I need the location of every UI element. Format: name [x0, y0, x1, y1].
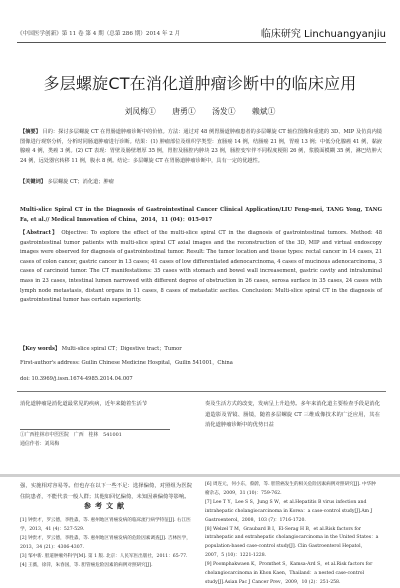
- keywords-text: 多层螺旋 CT；消化道；肿瘤: [47, 179, 114, 185]
- journal-info: 《中国医学创新》第 11 卷 第 4 期（总第 286 期）2014 年 2 月: [17, 31, 181, 37]
- abstract-text: 目的：探讨多层螺旋 CT 在胃肠道肿瘤诊断中的价值。方法：通过对 48 例胃肠道肿瘤患者的多层螺旋 CT 轴位图像和重建的 3D、MIP 及仿真内镜图像进行观察分析，分析时同肠道肿瘤进行诊断。结果：(1) 肿瘤部位及组织学类型：直肠癌 14 例，结肠癌 21 例，胃癌 13 例；中低分化腺癌 41 例，黏液腺癌 4 例，类癌 3 例。(2) CT 表现：胃壁及肠壁增厚 35 例，胃腔及肠腔内肿块 23 例，肠腔变窄伴不同程度梗阻 26 例，浆膜面模糊 35 例，淋巴结肿大 24 例，远处器官转移 11 例，腹水 8 例。结论：多层螺旋 CT 在胃肠道肿瘤诊断中，具有一定的优越性。: [20, 129, 382, 164]
- footnote-corresponding: 通信作者：刘凤梅: [20, 440, 60, 447]
- keywords-text: Multi-slice spiral CT；Digestive tract；Tumor: [61, 346, 182, 352]
- english-abstract: [20, 229, 382, 306]
- doi: doi: 10.3969/j.issn.1674-4985.2014.04.007: [20, 376, 133, 382]
- body-text-continued: 强，实施相对容易等。但也存在以下一些不足：选择偏倚，对照组为医院住院患者，不能代表一般人群；其他如回忆偏倚，未知因素偏倚等影响。: [20, 483, 192, 500]
- reference-item: [1] 钟贵才，罗云德，李胜淼，等. 惠州地区胃癌发病的临床流行病学特征[J]. 右江医学，2013，41 (4)：527-529.: [20, 518, 191, 532]
- author-list: [0, 106, 400, 117]
- reference-list-left: [20, 517, 192, 570]
- reference-item: [8] Welzel T M，Graubard B I，El-Serag H B，et al.Risk factors for intrahepatic and extrahepatic cholangiocarcinoma in the United States：a population-based case-control study[J]. Clin Gastroenterol Hepatol，2007，5 (10)：1221-1228.: [205, 526, 379, 559]
- keywords-label: 【关键词】: [20, 179, 46, 185]
- references-heading: 参考文献: [84, 501, 128, 510]
- reference-item: [3] 邹中新. 胆道肿瘤外科学[M]. 第 1 版. 北京：人民军医出版社，2011：65-77.: [20, 553, 188, 559]
- reference-item: [2] 钟贵才，罗云德，李胜淼，等. 惠州地区胃癌发病的危险因素调查[J]. 吉林医学，2013，34 (21)：4306-4307.: [20, 535, 191, 550]
- reference-item: [6] 周连元，何小东，蔡蔚，等. 胆管癌发生的相关危险因素病例对照研究[J]. 中华肿瘤杂志，2009，31 (10)：759-762.: [205, 482, 376, 496]
- running-header: [17, 28, 386, 43]
- abstract-text: Objective: To explore the effect of the multi-slice spiral CT in the diagnosis of gastrointestinal tumors. Method: 48 gastrointestinal tumor patients with multi-slice spiral CT axial images and the reconstruction of the 3D, MIP and virtual endoscopy images were observed for diagnosis of gastrointestinal tumor. Result: The tumor location and tissue types: rectal cancer in 14 cases, 21 cases of colon cancer, gastric cancer in 13 cases; 41 cases of low differentiated adenocarcinoma, 4 cases of mucinous adenocarcinoma, 3 cases of carcinoid tumor. The CT manifestations: 35 cases with stomach and bowel wall increasement, gastric cavity and intraluminal mass in 23 cases, intestinal lumen narrowed with different degree of obstruction in 26 cases, serosa surface in 35 cases, 24 cases with lymph node metastasis, distant organs in 11 cases, 8 cases of metastatic ascites. Conclusion: Multi-slice spiral CT in the diagnosis of gastrointestinal tumor has certain superiority.: [20, 230, 382, 304]
- footnote: [20, 429, 192, 448]
- body-text-left: 消化道肿瘤是消化道最常见的疾病，近年来随着生活节: [20, 401, 148, 407]
- english-keywords: [20, 345, 382, 355]
- footnote-affiliation: ①广西桂林市中医医院 广西 桂林 541001: [20, 432, 122, 438]
- footnote-rule: [20, 429, 170, 430]
- author: 唐勇①: [172, 107, 196, 116]
- section-divider: [17, 391, 386, 392]
- reference-item: [7] Lee T Y，Lee S S，Jung S W，et al.Hepatitis B virus infection and intrahepatic cholangiocarcinoma in Korea：a case-control study[J].Am J Gastroenterol，2008，103 (7)：1716-1720.: [205, 499, 373, 523]
- reference-list-right: [205, 481, 380, 588]
- author: 汤发①: [212, 107, 236, 116]
- chinese-keywords: [20, 178, 382, 188]
- keywords-label: 【Key words】: [20, 346, 61, 352]
- section-brand: 临床研究 Linchuangyanjiu: [260, 29, 386, 40]
- author-address: First-author's address: Guilin Chinese Medicine Hospital，Guilin 541001，China: [20, 360, 233, 366]
- abstract-label: 【摘要】: [20, 129, 41, 135]
- author: 赖斌①: [252, 107, 276, 116]
- reference-item: [9] Poomphakwaen K，Promthet S，Kamsa-Ard S，et al.Risk factors for cholangiocarcinoma in Khon Kaen，Thailand：a nested case-control study[J].Asian Pac J Cancer Prev，2009，10 (2)：251-258.: [205, 562, 373, 585]
- abstract-label: 【Abstract】: [20, 230, 59, 236]
- page-break: [0, 474, 400, 477]
- chinese-abstract: [20, 128, 382, 166]
- body-text-right: 奏及生活方式的改变，发病呈上升趋势。多年来消化道主要检查手段是消化道造影及胃镜、肠镜，随着多层螺旋 CT 三维成像技术的广泛应用，其在消化道肿瘤诊断中的优势日益: [205, 401, 380, 428]
- reference-item: [4] 王薇，徐萍，朱春国，等. 胆管癌危险因素的病例对照研究[J].: [20, 562, 153, 568]
- article-title: 多层螺旋CT在消化道肿瘤诊断中的临床应用: [43, 74, 357, 93]
- english-title: Multi-slice Spiral CT in the Diagnosis of Gastrointestinal Cancer Clinical Application/LIU Feng-mei, TANG Yong, TANG Fa, et al.// Medical Innovation of China，2014，11 (04)：015-017: [20, 207, 382, 223]
- author: 刘凤梅①: [124, 107, 156, 116]
